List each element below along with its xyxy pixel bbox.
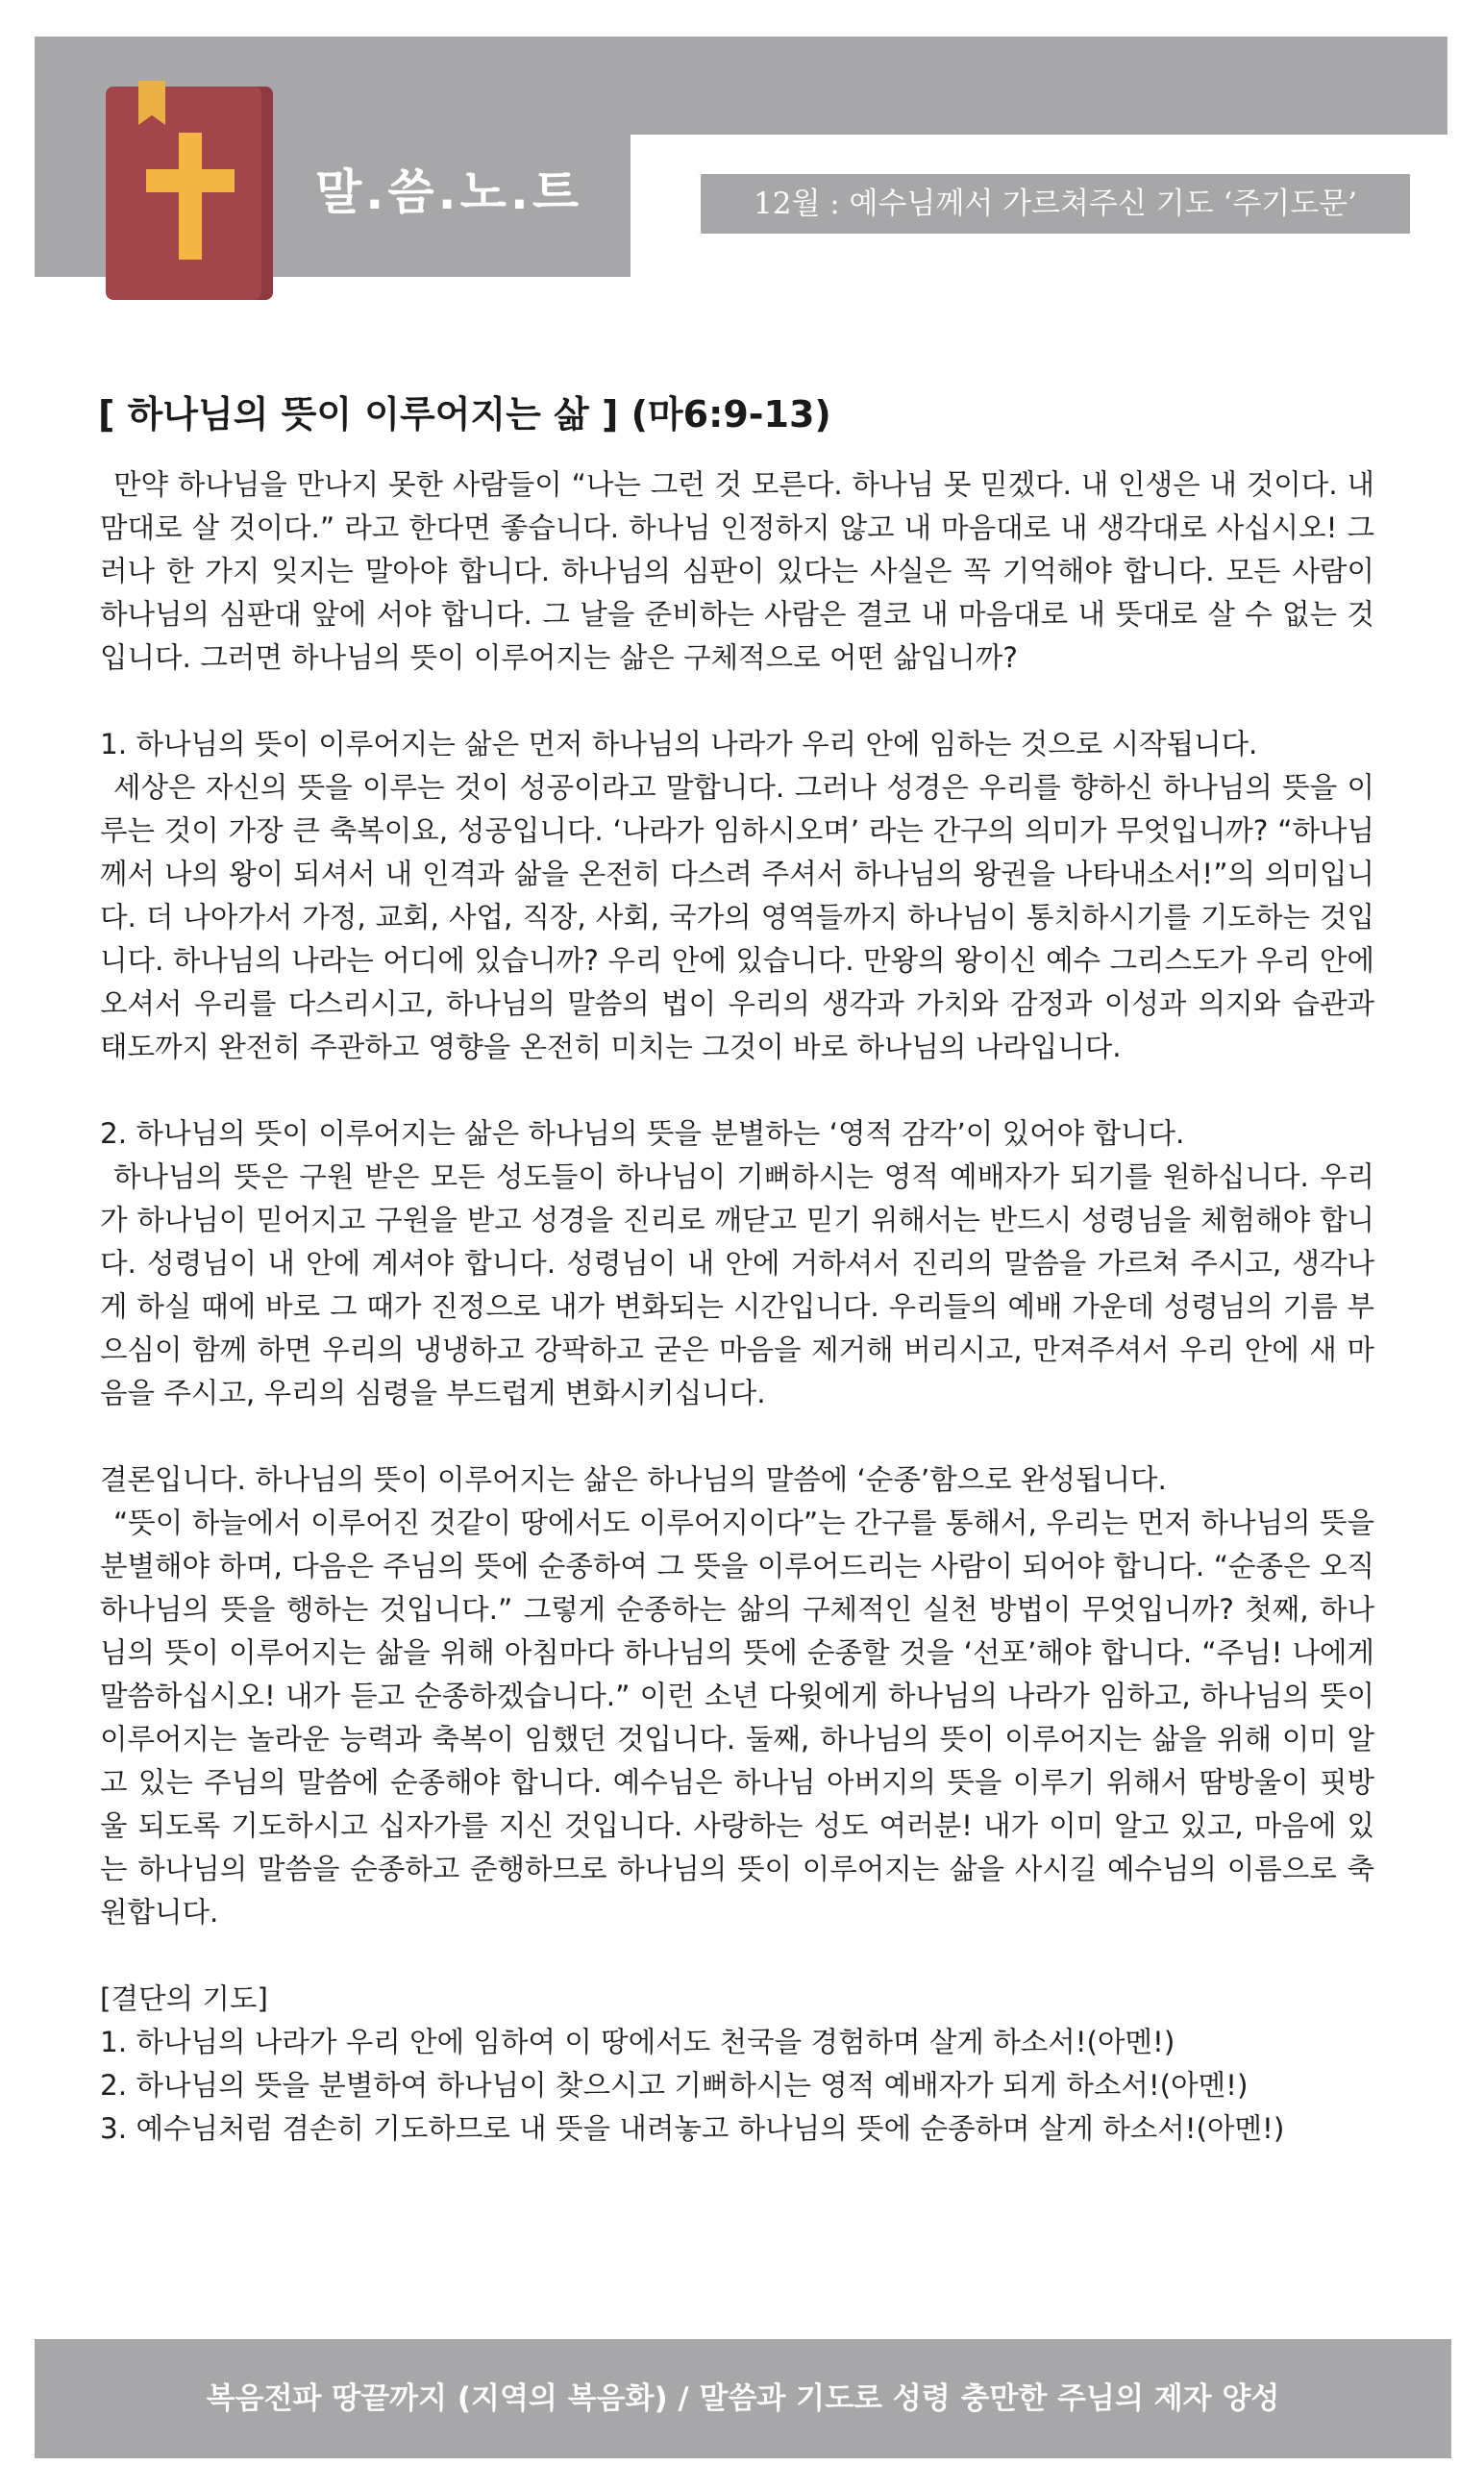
point1-section [100,723,1374,1069]
bookmark-ribbon-icon [138,81,165,125]
sermon-content [100,463,1374,2151]
prayer-section [100,1978,1374,2151]
conclusion-heading: 결론입니다. 하나님의 뜻이 이루어지는 삶은 하나님의 말씀에 ‘순종’함으로 완성됩니다. [100,1463,1167,1496]
prayer-item: 2. 하나님의 뜻을 분별하여 하나님이 찾으시고 기뻐하시는 영적 예배자가 되게 하소서!(아멘!) [100,2069,1249,2102]
point1-body: 세상은 자신의 뜻을 이루는 것이 성공이라고 말합니다. 그러나 성경은 우리를 향하신 하나님의 뜻을 이루는 것이 가장 큰 축복이요, 성공입니다. ‘나라가 임하시오며’ 라는 간구의 의미가 무엇입니까? “하나님께서 나의 왕이 되셔서 내 인격과 삶을 온전히 다스려 주셔서 하나님의 왕권을 나타내소서!”의 의미입니다. 더 나아가서 가정, 교회, 사업, 직장, 사회, 국가의 영역들까지 하나님이 통치하시기를 기도하는 것입니다. 하나님의 나라는 어디에 있습니까? 우리 안에 있습니다. 만왕의 왕이신 예수 그리스도가 우리 안에 오셔서 우리를 다스리시고, 하나님의 말씀의 법이 우리의 생각과 가치와 감정과 이성과 의지와 습관과 태도까지 완전히 주관하고 영향을 온전히 미치는 그것이 바로 하나님의 나라입니다. [100,771,1374,1063]
point2-body: 하나님의 뜻은 구원 받은 모든 성도들이 하나님이 기뻐하시는 영적 예배자가 되기를 원하십니다. 우리가 하나님이 믿어지고 구원을 받고 성경을 진리로 깨닫고 믿기 위해서는 반드시 성령님을 체험해야 합니다. 성령님이 내 안에 계셔야 합니다. 성령님이 내 안에 거하셔서 진리의 말씀을 가르쳐 주시고, 생각나게 하실 때에 바로 그 때가 진정으로 내가 변화되는 시간입니다. 우리들의 예배 가운데 성령님의 기름 부으심이 함께 하면 우리의 냉냉하고 강팍하고 굳은 마음을 제거해 버리시고, 만져주셔서 우리 안에 새 마음을 주시고, 우리의 심령을 부드럽게 변화시키십니다. [100,1160,1374,1409]
point2-section [100,1112,1374,1415]
sermon-title: [ 하나님의 뜻이 이루어지는 삶 ] (마6:9-13) [98,393,831,436]
prayer-heading: [결단의 기도] [100,1982,268,2015]
point2-heading: 2. 하나님의 뜻이 이루어지는 삶은 하나님의 뜻을 분별하는 ‘영적 감각’이 있어야 합니다. [100,1117,1185,1150]
point1-heading: 1. 하나님의 뜻이 이루어지는 삶은 먼저 하나님의 나라가 우리 안에 임하는 것으로 시작됩니다. [100,728,1258,760]
month-theme-badge: 12월 : 예수님께서 가르쳐주신 기도 ‘주기도문’ [698,171,1413,237]
cross-icon [179,133,202,260]
intro-paragraph: 만약 하나님을 만나지 못한 사람들이 “나는 그런 것 모른다. 하나님 못 믿겠다. 내 인생은 내 것이다. 내 맘대로 살 것이다.” 라고 한다면 좋습니다. 하나님 인정하지 않고 내 마음대로 내 생각대로 사십시오! 그러나 한 가지 잊지는 말아야 합니다. 하나님의 심판이 있다는 사실은 꼭 기억해야 합니다. 모든 사람이 하나님의 심판대 앞에 서야 합니다. 그 날을 준비하는 사람은 결코 내 마음대로 내 뜻대로 살 수 없는 것입니다. 그러면 하나님의 뜻이 이루어지는 삶은 구체적으로 어떤 삶입니까? [100,468,1374,674]
prayer-item: 1. 하나님의 나라가 우리 안에 임하여 이 땅에서도 천국을 경험하며 살게 하소서!(아멘!) [100,2026,1175,2058]
footer-banner: 복음전파 땅끝까지 (지역의 복음화) / 말씀과 기도로 성령 충만한 주님의 제자 양성 [35,2339,1451,2458]
prayer-item: 3. 예수님처럼 겸손히 기도하므로 내 뜻을 내려놓고 하나님의 뜻에 순종하며 살게 하소서!(아멘!) [100,2112,1285,2145]
brand-title: 말.씀.노.트 [315,164,583,220]
conclusion-body: “뜻이 하늘에서 이루어진 것같이 땅에서도 이루어지이다”는 간구를 통해서, 우리는 먼저 하나님의 뜻을 분별해야 하며, 다음은 주님의 뜻에 순종하여 그 뜻을 이루어드리는 사람이 되어야 합니다. “순종은 오직 하나님의 뜻을 행하는 것입니다.” 그렇게 순종하는 삶의 구체적인 실천 방법이 무엇입니까? 첫째, 하나님의 뜻이 이루어지는 삶을 위해 아침마다 하나님의 뜻에 순종할 것을 ‘선포’해야 합니다. “주님! 나에게 말씀하십시오! 내가 듣고 순종하겠습니다.” 이런 소년 다윗에게 하나님의 나라가 임하고, 하나님의 뜻이 이루어지는 놀라운 능력과 축복이 임했던 것입니다. 둘째, 하나님의 뜻이 이루어지는 삶을 위해 이미 알고 있는 주님의 말씀에 순종해야 합니다. 예수님은 하나님 아버지의 뜻을 이루기 위해서 땀방울이 핏방울 되도록 기도하시고 십자가를 지신 것입니다. 사랑하는 성도 여러분! 내가 이미 알고 있고, 마음에 있는 하나님의 말씀을 순종하고 준행하므로 하나님의 뜻이 이루어지는 삶을 사시길 예수님의 이름으로 축원합니다. [100,1507,1374,1929]
conclusion-section [100,1458,1374,1934]
cross-icon-bar [146,169,235,192]
bible-book-icon [106,87,273,300]
